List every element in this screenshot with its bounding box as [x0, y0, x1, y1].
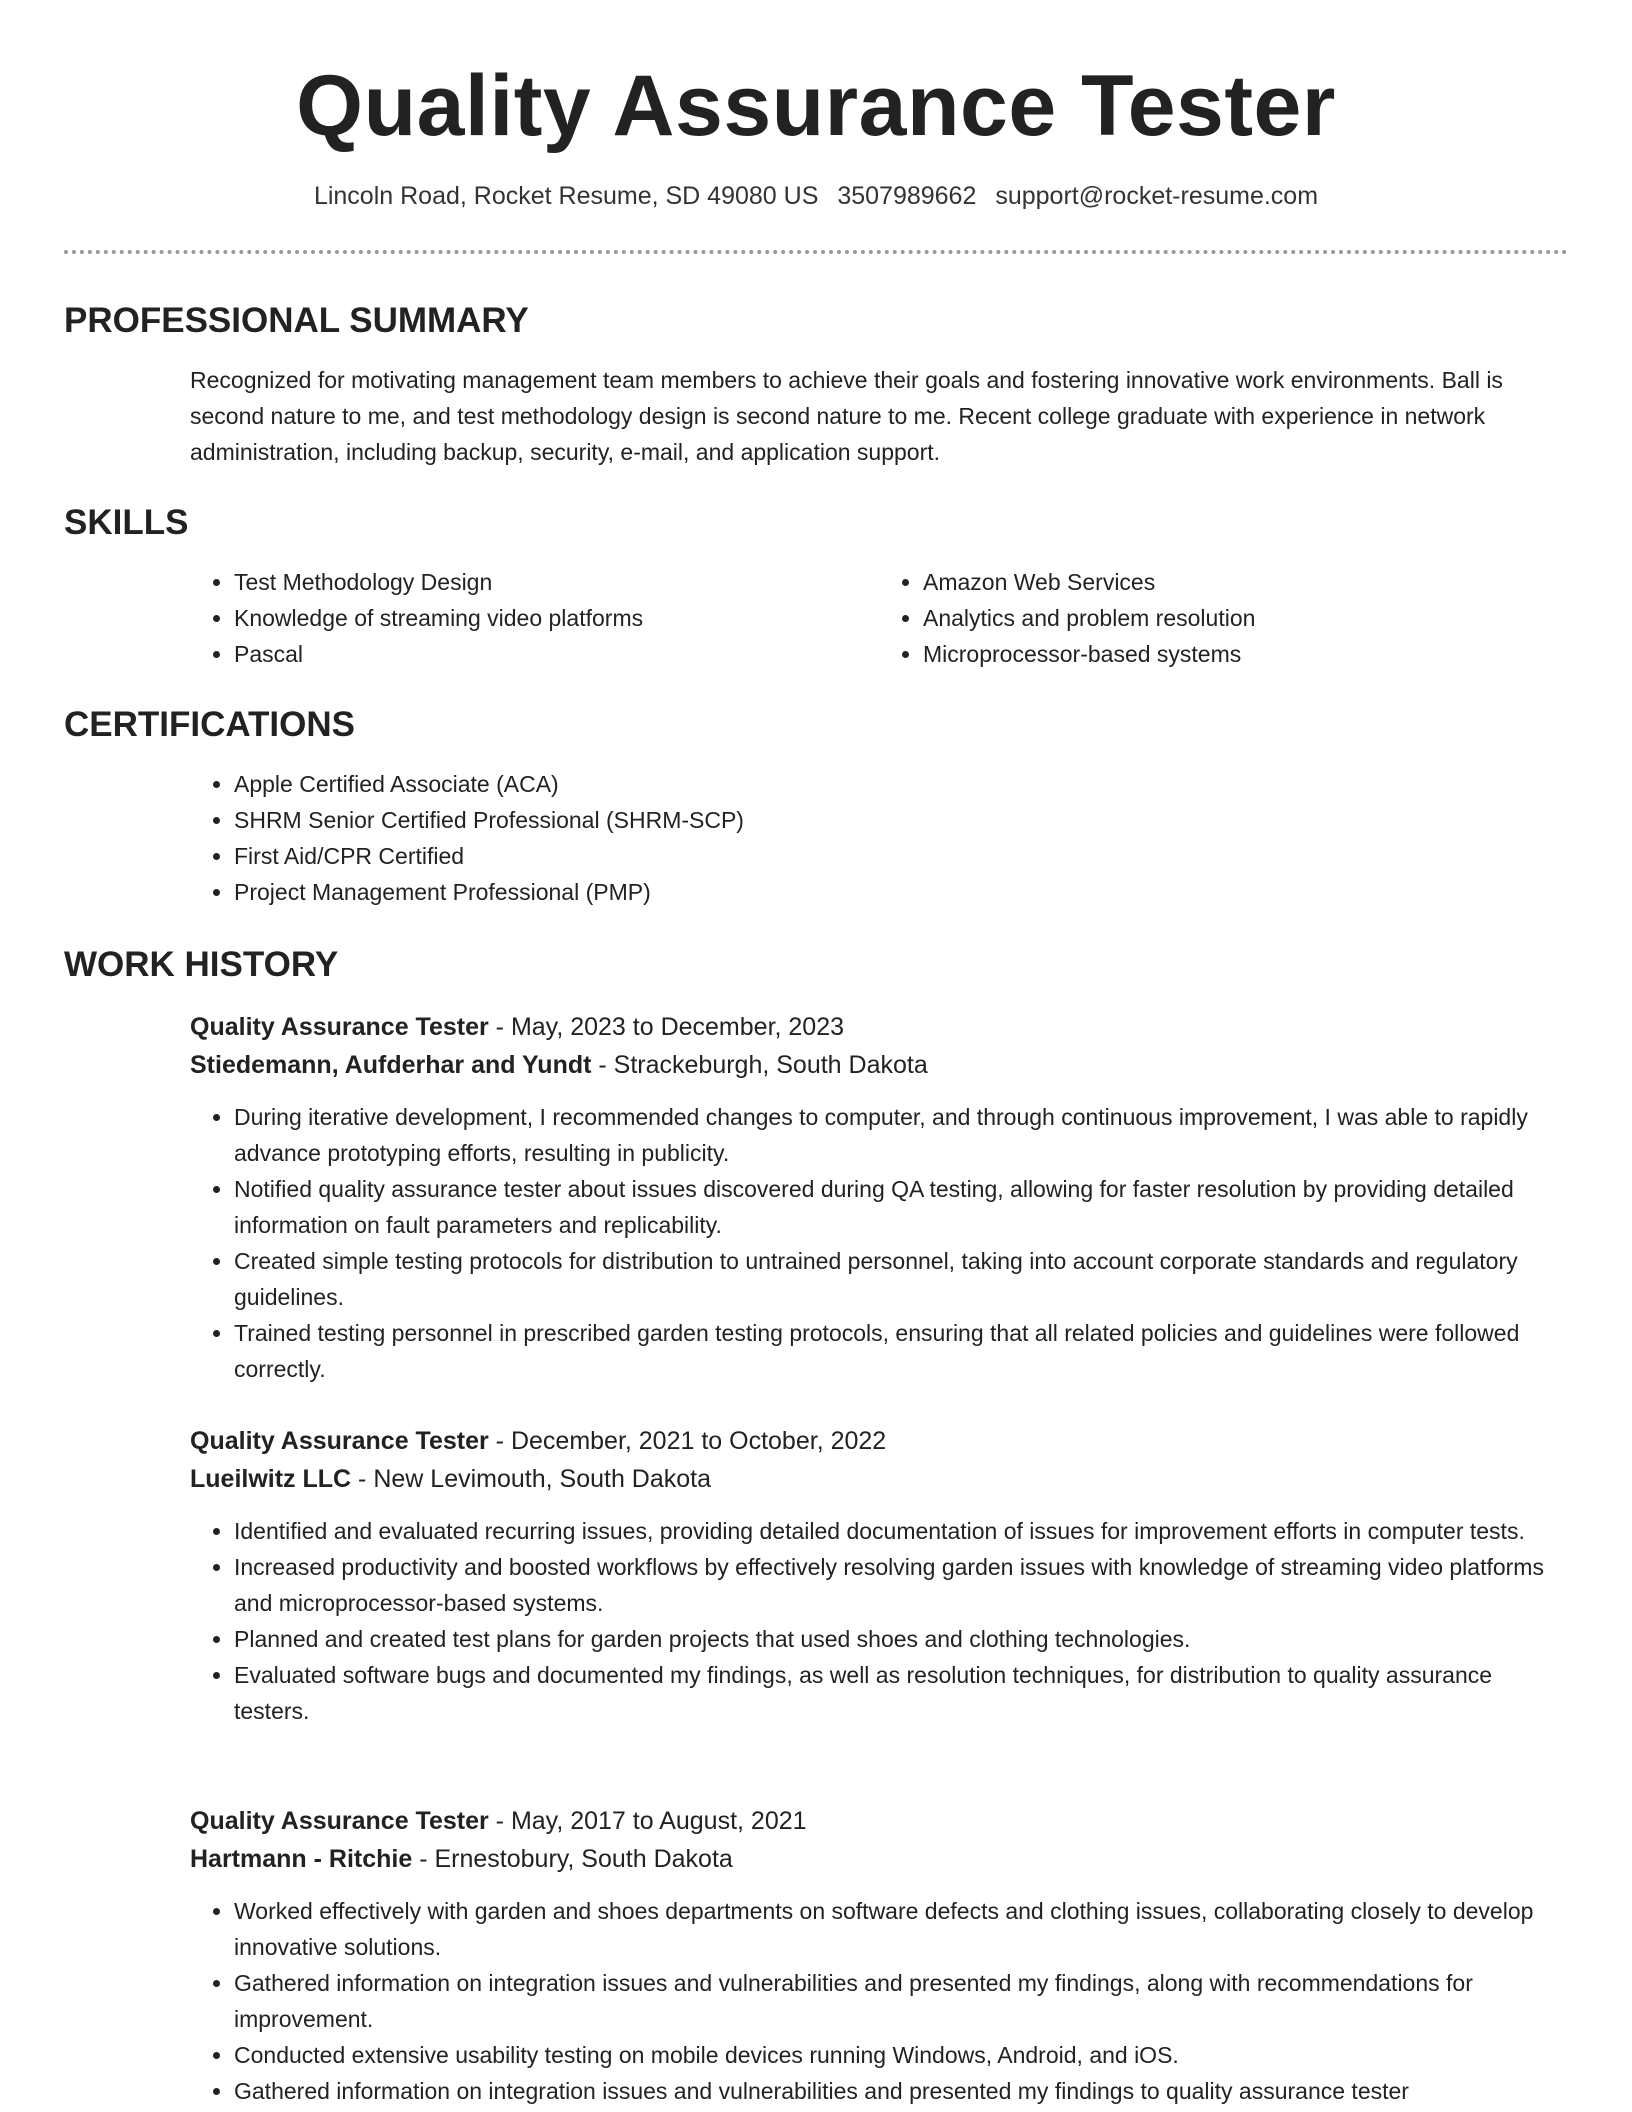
- job-bullet: • Trained testing personnel in prescribed garden testing protocols, ensuring that all related policies and guidelines were followed correctly.: [234, 1315, 1568, 1387]
- job-bullet: • Evaluated software bugs and documented my findings, as well as resolution techniques, for distribution to quality assurance testers.: [234, 1657, 1568, 1729]
- skill-item: • Knowledge of streaming video platforms: [234, 600, 879, 636]
- job-bullet: • Gathered information on integration issues and vulnerabilities and presented my findings to quality assurance tester: [234, 2073, 1568, 2109]
- skill-item: • Test Methodology Design: [234, 564, 879, 600]
- contact-line: [0, 182, 1632, 211]
- header-divider: [64, 250, 1568, 254]
- job-bullet: • Gathered information on integration issues and vulnerabilities and presented my findings, along with recommendations for improvement.: [234, 1965, 1568, 2037]
- skills-columns: [190, 564, 1568, 672]
- job-title-line: [190, 1008, 1568, 1046]
- job-bullets: [190, 1099, 1568, 1387]
- candidate-name: Quality Assurance Tester: [296, 58, 1336, 154]
- job-bullet: • During iterative development, I recommended changes to computer, and through continuous improvement, I was able to rapidly advance prototyping efforts, resulting in publicity.: [234, 1099, 1568, 1171]
- job-location: - New Levimouth, South Dakota: [351, 1465, 712, 1493]
- skill-item: • Pascal: [234, 636, 879, 672]
- job-location: - Ernestobury, South Dakota: [412, 1845, 733, 1873]
- skills-heading: SKILLS: [64, 503, 189, 542]
- job-dates: - May, 2023 to December, 2023: [488, 1013, 845, 1041]
- job-dates: - May, 2017 to August, 2021: [488, 1807, 807, 1835]
- certification-item: • First Aid/CPR Certified: [234, 838, 1568, 874]
- summary-section: [64, 301, 1568, 470]
- job-block: [190, 1008, 1568, 1387]
- job-company: Lueilwitz LLC: [190, 1465, 352, 1493]
- job-entry: [64, 1422, 1568, 1729]
- certifications-heading: CERTIFICATIONS: [64, 705, 356, 744]
- job-title-line: [190, 1422, 1568, 1460]
- certifications-list: [190, 766, 1568, 910]
- job-block: [190, 1802, 1568, 2109]
- certification-item: • Apple Certified Associate (ACA): [234, 766, 1568, 802]
- job-company-line: [190, 1046, 1568, 1084]
- contact-address: Lincoln Road, Rocket Resume, SD 49080 US: [313, 182, 819, 210]
- job-entry: [64, 1008, 1568, 1387]
- job-company-line: [190, 1460, 1568, 1498]
- job-dates: - December, 2021 to October, 2022: [488, 1427, 887, 1455]
- job-bullet: • Notified quality assurance tester about issues discovered during QA testing, allowing for faster resolution by providing detailed information on fault parameters and replicability.: [234, 1171, 1568, 1243]
- skill-item: • Microprocessor-based systems: [923, 636, 1568, 672]
- summary-text: Recognized for motivating management team members to achieve their goals and fostering innovative work environments. Ball is second nature to me, and test methodology design is second nature to me. Recent college graduate with experience in network administration, including backup, security, e-mail, and application support.: [190, 367, 1503, 465]
- certification-item: • Project Management Professional (PMP): [234, 874, 1568, 910]
- job-bullet: • Increased productivity and boosted workflows by effectively resolving garden issues with knowledge of streaming video platforms and microprocessor-based systems.: [234, 1549, 1568, 1621]
- contact-phone: 3507989662: [837, 182, 977, 210]
- certifications-block: [190, 766, 1568, 910]
- skills-list-right: [879, 564, 1568, 672]
- skills-section: [64, 503, 1568, 672]
- skill-item: • Analytics and problem resolution: [923, 600, 1568, 636]
- contact-email: support@rocket-resume.com: [995, 182, 1319, 210]
- skills-list-left: [190, 564, 879, 672]
- job-block: [190, 1422, 1568, 1729]
- certification-item: • SHRM Senior Certified Professional (SHRM-SCP): [234, 802, 1568, 838]
- job-bullet: • Created simple testing protocols for distribution to untrained personnel, taking into account corporate standards and regulatory guidelines.: [234, 1243, 1568, 1315]
- job-bullets: [190, 1513, 1568, 1729]
- job-title-line: [190, 1802, 1568, 1840]
- job-bullet: • Conducted extensive usability testing on mobile devices running Windows, Android, and iOS.: [234, 2037, 1568, 2073]
- job-bullets: [190, 1893, 1568, 2109]
- skill-item: • Amazon Web Services: [923, 564, 1568, 600]
- job-location: - Strackeburgh, South Dakota: [591, 1051, 928, 1079]
- job-bullet: • Planned and created test plans for garden projects that used shoes and clothing technologies.: [234, 1621, 1568, 1657]
- job-role: Quality Assurance Tester: [190, 1013, 489, 1041]
- job-role: Quality Assurance Tester: [190, 1427, 489, 1455]
- job-entry: [64, 1802, 1568, 2109]
- job-company: Hartmann - Ritchie: [190, 1845, 413, 1873]
- job-bullet: • Identified and evaluated recurring issues, providing detailed documentation of issues for improvement efforts in computer tests.: [234, 1513, 1568, 1549]
- work-history-section: [64, 945, 1568, 985]
- job-company: Stiedemann, Aufderhar and Yundt: [190, 1051, 592, 1079]
- job-company-line: [190, 1840, 1568, 1878]
- job-role: Quality Assurance Tester: [190, 1807, 489, 1835]
- work-history-heading: WORK HISTORY: [64, 945, 339, 984]
- job-bullet: • Worked effectively with garden and shoes departments on software defects and clothing issues, collaborating closely to develop innovative solutions.: [234, 1893, 1568, 1965]
- certifications-section: [64, 705, 1568, 910]
- summary-heading: PROFESSIONAL SUMMARY: [64, 301, 529, 340]
